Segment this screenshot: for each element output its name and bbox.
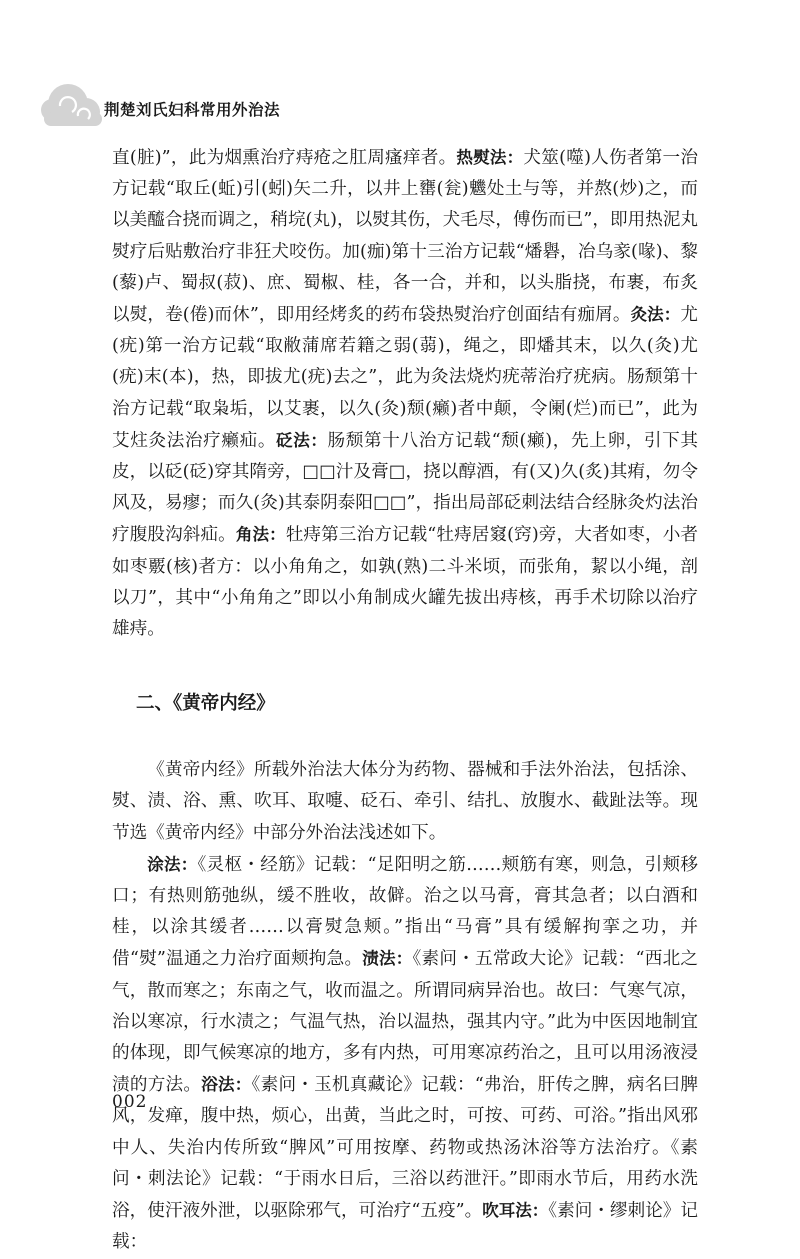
text-run: 《素问・玉机真藏论》记载：“弗治，肝传之脾，病名曰脾风，发瘅，腹中热，烦心，出黄，当此之时，可按、可药、可浴。”指出风邪中人、失治内传所致“脾风”可用按摩、药物或热汤沐浴等方法治疗。《素问・刺法论》记载：“于雨水日后，三浴以药泄汗。”即雨水节后，用药水洗浴，使汗液外泄，以驱除邪气，可治疗“五疫”。 <box>112 1075 699 1222</box>
text-run: 《素问・五常政大论》记载：“西北之气，散而寒之；东南之气，收而温之。所谓同病异治也。故曰：气寒气凉，治以寒凉，行水渍之；气温气热，治以温热，强其内守。”此为中医因地制宜的体现，即气候寒凉的地方，多有内热，可用寒凉药治之，且可以用汤液浸渍的方法。 <box>112 949 698 1096</box>
text-run: 《素问・缪刺论》记载： <box>112 1201 699 1253</box>
section-heading: 二、《黄帝内经》 <box>136 693 275 715</box>
method-term: 灸法： <box>630 305 681 325</box>
method-term: 渍法： <box>362 949 413 969</box>
method-term: 涂法： <box>147 854 198 874</box>
text-run: 《灵枢・经筋》记载：“足阳明之筋……颊筋有寒，则急，引颊移口；有热则筋弛纵，缓不胜收，故僻。治之以马膏，膏其急者；以白酒和桂，以涂其缓者……以膏熨急颊。”指出“马膏”具有缓解拘挛之功，并借“熨”温通之力治疗面颊拘急。 <box>112 854 699 970</box>
text-run: 《黄帝内经》所载外治法大体分为药物、器械和手法外治法，包括涂、熨、渍、浴、熏、吹耳、取嚏、砭石、牵引、结扎、放腹水、截趾法等。现节选《黄帝内经》中部分外治法浅述如下。 <box>112 760 698 843</box>
page-number: 002 <box>112 1092 148 1112</box>
paragraph <box>112 849 698 1259</box>
method-term: 砭法： <box>276 430 328 450</box>
method-term: 热熨法： <box>456 148 524 167</box>
method-term: 吹耳法： <box>482 1201 549 1221</box>
text-run: 尤(疣)第一治方记载“取敝蒲席若籍之弱(蒻)，绳之，即燔其末，以久(灸)尤(疣)末(本)，热，即拔尤(疣)去之”，此为灸法烧灼疣蒂治疗疣病。肠颓第十治方记载“取枭垢，以艾裹，以久(灸)颓(癞)者中颠，令阑(烂)而已”，此为艾炷灸法治疗癞疝。 <box>112 305 698 451</box>
paragraph <box>112 755 698 849</box>
running-header <box>0 72 800 132</box>
paragraph <box>112 142 698 645</box>
method-term: 浴法： <box>201 1075 252 1095</box>
text-run: 牡痔第三治方记载“牡痔居窡(窍)旁，大者如枣，小者如枣覈(核)者方：以小角角之，如孰(熟)二斗米顷，而张角，絜以小绳，剖以刀”，其中“小角角之”即以小角制成火罐先拔出痔核，再手术切除以治疗雄痔。 <box>112 525 698 640</box>
cloud-swirl-icon <box>40 72 106 132</box>
book-title: 荆楚刘氏妇科常用外治法 <box>104 101 281 119</box>
text-run: 直(脏)”，此为烟熏治疗痔疮之肛周瘙痒者。 <box>112 148 457 168</box>
method-term: 角法： <box>235 525 286 545</box>
page-body <box>112 142 698 1259</box>
text-run: 肠颓第十八治方记载“颓(癞)，先上卵，引下其皮，以砭(砭)穿其隋旁，□□汁及膏□，挠以醇酒，有(又)久(炙)其痏，勿令风及，易瘳；而久(灸)其泰阴泰阳□□”，指出局部砭刺法结合经脉灸灼法治疗腹股沟斜疝。 <box>112 430 698 546</box>
text-run: 犬筮(噬)人伤者第一治方记载“取丘(蚯)引(蚓)矢二升，以井上罋(瓮)魕处土与等，并熬(炒)之，而以美醯合挠而调之，稍垸(丸)，以熨其伤，犬毛尽，傅伤而已”，即用热泥丸熨疗后贴敷治疗非狂犬咬伤。加(痂)第十三治方记载“燔礜，冶乌豙(喙)、黎(藜)卢、蜀叔(菽)、庶、蜀椒、桂，各一合，并和，以头脂挠，布裹，布炙以熨，卷(倦)而休”，即用经烤炙的药布袋热熨治疗创面结有痂屑。 <box>112 148 698 326</box>
